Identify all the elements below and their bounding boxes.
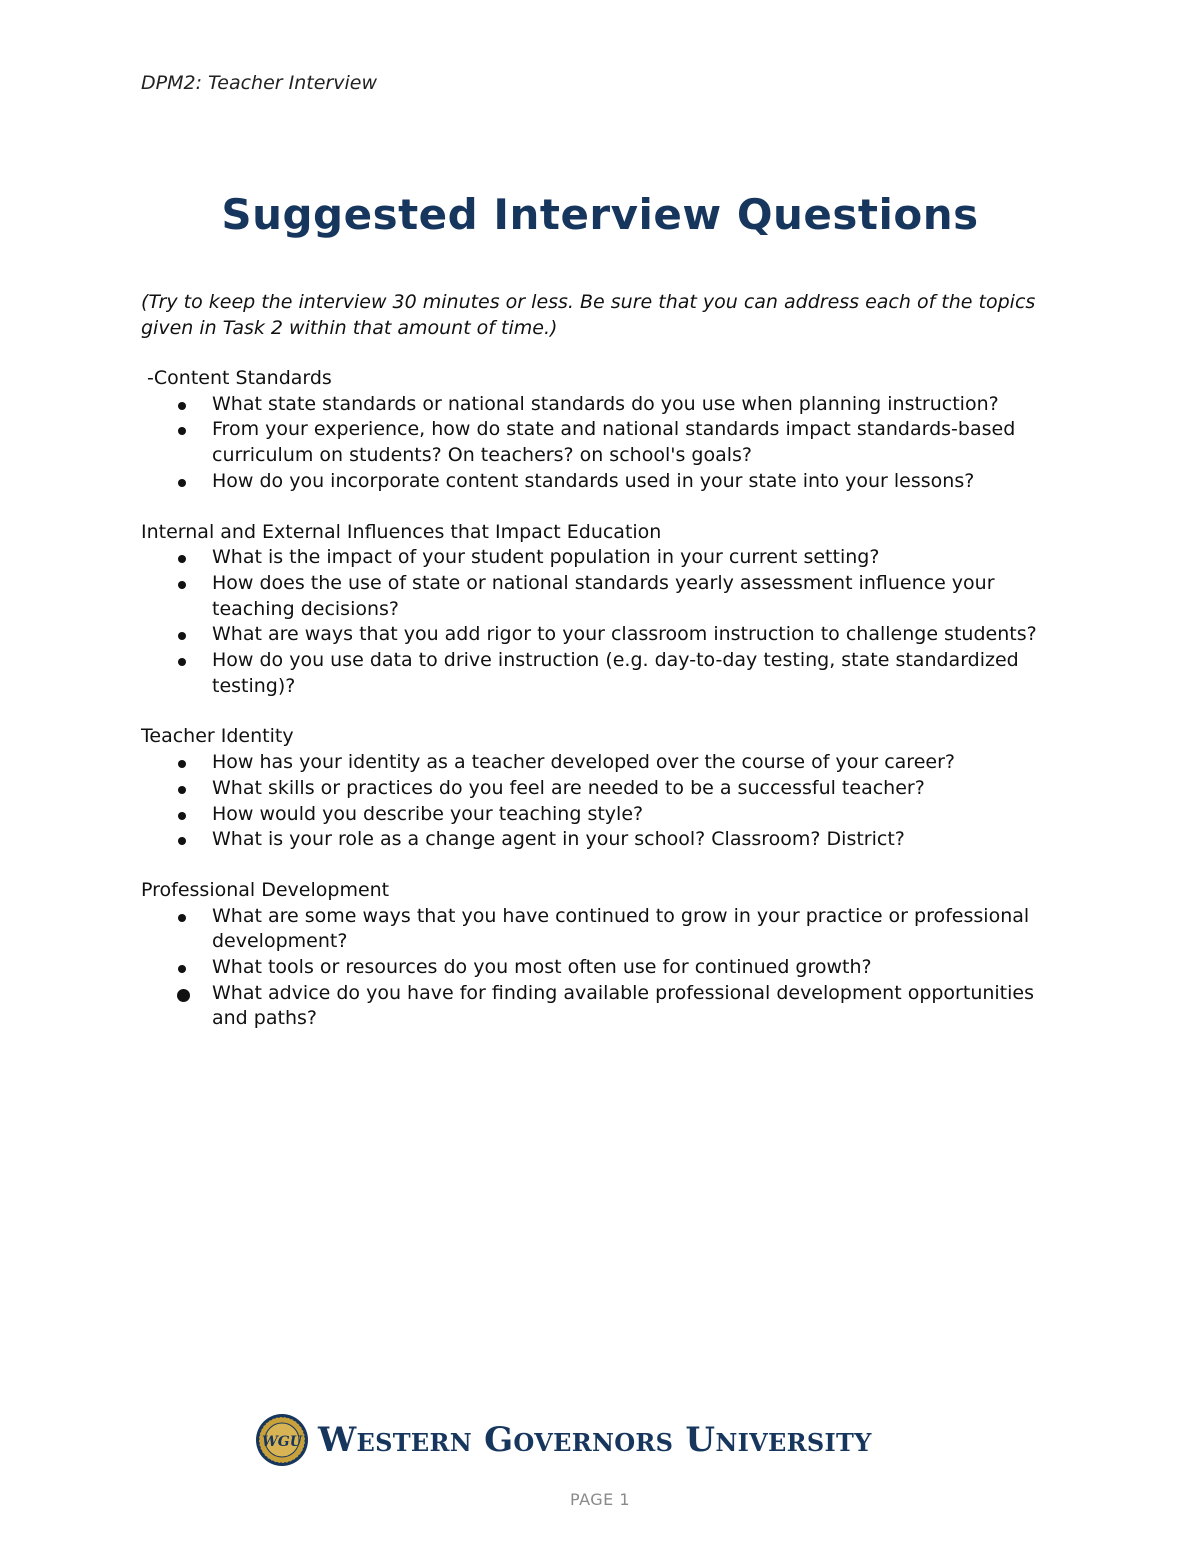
section-teacher-identity	[141, 724, 1071, 853]
university-name: Western Governors University	[318, 1420, 872, 1460]
section-title: Professional Development	[141, 878, 390, 901]
list-item: What is the impact of your student population in your current setting?	[141, 545, 1071, 571]
bullet-icon	[178, 555, 186, 563]
list-item: What are some ways that you have continued to grow in your practice or professional development?	[141, 904, 1071, 955]
list-item: How would you describe your teaching style?	[141, 802, 1071, 828]
section-title: Teacher Identity	[141, 725, 294, 748]
bullet-icon	[178, 914, 186, 922]
seal-letters: WGU	[262, 1434, 302, 1450]
list-item: What state standards or national standards do you use when planning instruction?	[141, 392, 1071, 418]
bullet-icon	[178, 427, 186, 435]
section-title: -Content Standards	[141, 367, 332, 389]
section-influences	[141, 520, 1071, 700]
question-list	[141, 392, 1071, 495]
document-header: DPM2: Teacher Interview	[141, 72, 377, 94]
list-item: How do you incorporate content standards used in your state into your lessons?	[141, 469, 1071, 495]
list-item: What skills or practices do you feel are needed to be a successful teacher?	[141, 776, 1071, 802]
bullet-icon	[178, 965, 186, 973]
list-item: What are ways that you add rigor to your classroom instruction to challenge students?	[141, 622, 1071, 648]
bullet-icon	[178, 760, 186, 768]
bullet-icon	[178, 581, 186, 589]
section-content-standards	[141, 366, 1071, 495]
intro-note: (Try to keep the interview 30 minutes or less. Be sure that you can address each of the topics given in Task 2 within that amount of time.)	[141, 291, 1036, 339]
bullet-icon	[177, 989, 190, 1002]
list-item: What is your role as a change agent in your school? Classroom? District?	[141, 827, 1071, 853]
section-title: Internal and External Influences that Impact Education	[141, 520, 662, 543]
bullet-icon	[178, 632, 186, 640]
question-list	[141, 904, 1071, 1033]
list-item: What advice do you have for finding available professional development opportunities and paths?	[141, 981, 1071, 1032]
list-item: How does the use of state or national standards yearly assessment influence your teaching decisions?	[141, 571, 1071, 622]
university-logo	[255, 1412, 872, 1468]
page-number: PAGE 1	[569, 1490, 631, 1509]
bullet-icon	[178, 837, 186, 845]
question-sections	[141, 366, 1071, 1057]
page-title: Suggested Interview Questions	[221, 190, 979, 239]
bullet-icon	[178, 658, 186, 666]
list-item: How do you use data to drive instruction (e.g. day-to-day testing, state standardized testing)?	[141, 648, 1071, 699]
bullet-icon	[178, 812, 186, 820]
list-item: How has your identity as a teacher developed over the course of your career?	[141, 750, 1071, 776]
section-professional-development	[141, 878, 1071, 1032]
question-list	[141, 750, 1071, 853]
bullet-icon	[178, 402, 186, 410]
bullet-icon	[178, 786, 186, 794]
university-seal-icon	[255, 1413, 309, 1467]
list-item: What tools or resources do you most often use for continued growth?	[141, 955, 1071, 981]
list-item: From your experience, how do state and national standards impact standards-based curriculum on students? On teachers? on school's goals?	[141, 417, 1071, 468]
bullet-icon	[178, 479, 186, 487]
question-list	[141, 545, 1071, 699]
